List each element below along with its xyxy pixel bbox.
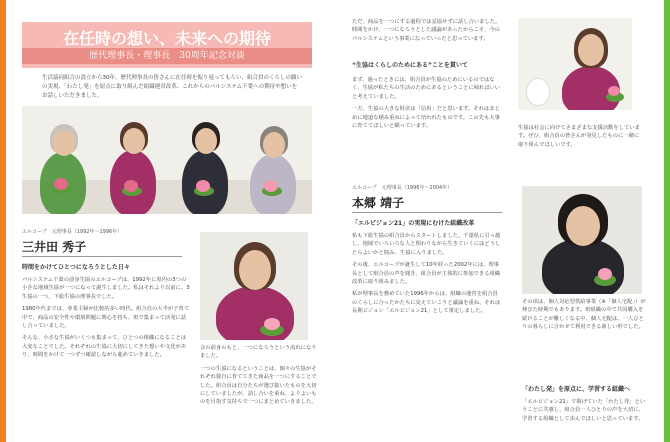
person2-body <box>352 232 502 316</box>
column2-body-top <box>352 18 502 43</box>
person1-rule <box>22 256 182 257</box>
column2-body <box>352 76 502 130</box>
person1-heading: 時間をかけてひとつになろうとした日々 <box>22 264 130 271</box>
person2-side-note: その頃は、個人対応型供給事業（※「個人宅配」）が伸びた時期でもあります。班組織の中で共同購入を続けることが難しくなる中、個人宅配は、一人ひとりの暮らしに合わせて利用できる新しい形でした。 <box>522 299 646 331</box>
column2-heading: “生協はくらしのためにある”ことを貫いて <box>352 62 468 69</box>
person1-paragraph: パルシステム千葉の前身生協のエルコープは、1992年に県内の3つの小さな地域生協が一つになって誕生しました。私はそれより以前に、3生協の一つ、下総生協の理事長でした。 <box>22 277 190 300</box>
person2-heading: 「エルビジョン21」の実現にむけた組織改革 <box>352 220 475 227</box>
page-subtitle: 歴代理事長・理事長 30周年記念対談 <box>22 48 312 64</box>
person2-role: エルコープ 元理事長（1996年〜2004年） <box>352 185 453 191</box>
person2-heading-2: 「わたし発」を原点に、学習する組織へ <box>522 386 631 393</box>
column2-paragraph: まず、過ったときには、組合員が生協のためにいるのではなく、生協が私たちの生活のためにあるということに帰ればいいと考えていました。 <box>352 77 501 100</box>
person1-body-continued <box>200 344 320 407</box>
column2-paragraph: ただ、商品を一つにする過程では妥協せずに話し合いました。時間をかけ、一つになろうとした議論があったからこそ、今のパルシステムという事業になっていったと思っています。 <box>352 19 501 42</box>
group-photo <box>22 106 312 214</box>
person1-paragraph: そんな、小さな生協がいくつも集まって、ひとつの組織になることは大変なことでした。それぞれの生協に大切にしてきた想いや文化があり、時間をかけて一つずつ確認しながら進めていきました。 <box>22 335 187 359</box>
person2-portrait <box>522 186 642 294</box>
person2-closing: 「エルビジョン21」で掲げていた「わたし発」ということに共感し、組合員一人ひとりの声を大切に、学習する組織として歩んでほしいと思っています。 <box>522 399 646 422</box>
person1-paragraph: 1980年代までは、専業主婦が比較的多い時代。組合員の大半が子育て中で、商品の安全性や環境問題に関心を持ち、班で集まって活発に話し合っていました。 <box>22 306 190 330</box>
intro-text: 生活協同組合の設立から30年。歴代理事長の皆さんに在任時を振り返ってもらい、組合員のくらしの願いの実現、「わたし発」を原点に取り組んだ組織運営改革、これからのパルシステム千葉への期待や想いをお話しいただきました。 <box>42 75 303 99</box>
person2-rule <box>352 212 502 213</box>
person1-body <box>22 276 190 360</box>
person2-name: 本郷 靖子 <box>352 196 405 210</box>
person1-portrait <box>200 232 308 340</box>
person2-paragraph: 私が理事長を務めていた1996年からは、組織の運営を組合員のくらしに合ったかたちに変えていこうと議論を重ね、それは長期ビジョン「エルビジョン21」として策定しました。 <box>352 291 501 315</box>
page-title: 在任時の想い、未来への期待 <box>62 29 271 48</box>
person1-paragraph: 一つの生協になるということは、個々の生協がそれぞれ独自に育ててきた商品を一つにすることでした。組合員は自分たちが選び抜いたものを大切にしていましたが、話し合いを重ね、よりよいものを目指す気持ちで一つにまとめていきました。 <box>200 365 317 406</box>
left-edge-stripe <box>0 0 6 442</box>
person2-paragraph: 私も下総生協の組合員からスタートしました。千葉県に引っ越し、地域でいろいろな人と関わりながら生きていくにはどうしたらよいかと悩み、生協に入りました。 <box>352 233 501 256</box>
left-column <box>22 0 322 442</box>
column2-side-note: 生協は社会に向けてさまざまな支援活動をしています。ぜひ、組合員の皆さんが発見したものに一緒に取り組んでほしいです。 <box>518 125 640 148</box>
person1-portrait-2 <box>518 18 632 110</box>
right-column <box>352 0 652 442</box>
person1-role: エルコープ 元理事長（1992年〜1996年） <box>22 229 123 235</box>
person1-paragraph: 会の前身のもと、一つになろうという流れになりました。 <box>200 345 317 360</box>
person1-name: 三井田 秀子 <box>22 240 87 254</box>
column2-paragraph: 一方、生協の大きな財産は「信用」だと思います。それはまじめに地道な積み重ねによって培われたものです。この先も大事に育ててほしいと願っています。 <box>352 106 500 130</box>
title-banner <box>22 22 312 68</box>
person2-paragraph: その後、エルコープが誕生して10年経った2002年には、理事長として組合員の声を聞き、組合員が主体的に参加できる組織改革に取り組みました。 <box>352 262 501 286</box>
right-edge-stripe <box>664 0 670 442</box>
